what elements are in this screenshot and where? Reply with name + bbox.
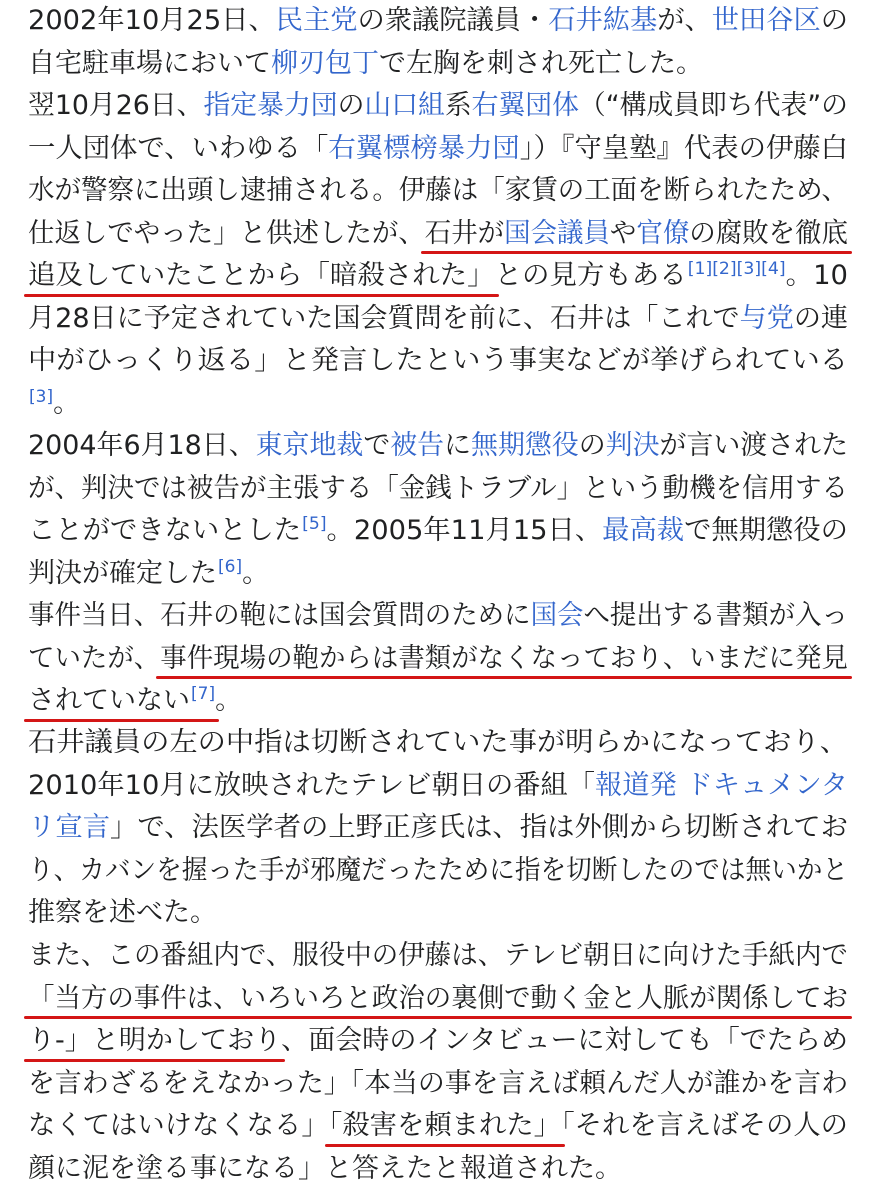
wiki-link[interactable]: 右翼団体 [471, 90, 579, 121]
text-line [28, 298, 848, 341]
text-line [28, 935, 848, 978]
body-text: の [578, 430, 606, 461]
body-text: 2010年10月に放映されたテレビ朝日の番組「 [28, 769, 596, 801]
body-text: 「殺害を頼まれた」 [328, 1110, 561, 1141]
red-underline-highlight [325, 1144, 565, 1147]
text-line [28, 0, 848, 43]
text-line [28, 425, 848, 468]
text-line [28, 383, 848, 426]
body-text: （“構成員即ち代表”の [578, 90, 848, 121]
line-content [28, 170, 848, 213]
body-text: 追及していたことから「暗殺された」 [28, 260, 495, 291]
line-content [28, 85, 848, 128]
paragraph [28, 722, 848, 935]
red-underline-highlight [24, 294, 499, 297]
line-content [28, 383, 80, 429]
line-content [28, 0, 848, 43]
body-text: を言わざるをえなかった」「本当の事を言えば頼んだ人が誰かを言わ [28, 1067, 848, 1099]
text-line [28, 1148, 848, 1191]
line-content [28, 298, 848, 341]
body-text: 「それを言えばその人の [561, 1110, 848, 1141]
line-content [28, 468, 848, 511]
red-underline-highlight [156, 676, 852, 679]
body-text: 。2005年11月15日、 [326, 515, 603, 546]
red-underline-highlight [24, 1016, 852, 1019]
citation-link[interactable]: [7] [191, 684, 216, 704]
body-text: 石井議員の左の中指は切断されていた事が明らかになっており、 [28, 727, 849, 758]
text-line [28, 638, 848, 681]
text-line [28, 1063, 848, 1106]
line-content [28, 892, 217, 935]
body-text: り、カバンを握った手が邪魔だったために指を切断したのでは無いかと [28, 854, 848, 886]
line-content [28, 43, 703, 86]
body-text: 。 [53, 387, 81, 419]
text-line [28, 340, 848, 383]
line-content [28, 213, 848, 256]
wiki-link[interactable]: 東京地裁 [255, 430, 364, 461]
line-content [28, 765, 848, 808]
paragraph [28, 425, 848, 595]
line-content [28, 425, 848, 468]
body-text: に [444, 430, 472, 461]
text-line [28, 892, 848, 935]
body-text: 。 [215, 685, 243, 716]
body-text: の [337, 90, 365, 121]
body-text: の連 [793, 302, 848, 334]
body-text: の衆議院議員・ [357, 5, 549, 36]
body-text: の腐敗を徹底 [689, 217, 848, 249]
citation-link[interactable]: [5] [302, 514, 327, 534]
wiki-link[interactable]: 国会 [530, 600, 584, 631]
body-text: されていない [28, 685, 190, 716]
paragraph [28, 935, 848, 1190]
body-text: の [820, 5, 849, 36]
wiki-link[interactable]: 官僚 [636, 217, 690, 249]
text-line [28, 468, 848, 511]
line-content [28, 1020, 848, 1063]
body-text: 自宅駐車場において [28, 47, 271, 79]
line-content [28, 850, 848, 893]
line-content [28, 1148, 622, 1191]
body-text: や [609, 217, 637, 249]
body-text: 中がひっくり返る」と発言したという事実などが挙げられている [28, 345, 849, 376]
red-underline-highlight [24, 1059, 285, 1062]
body-text: 。10 [785, 260, 848, 291]
body-text: 石井が [424, 217, 505, 249]
wiki-link[interactable]: 報道発 ドキュメンタ [595, 769, 848, 801]
wiki-link[interactable]: 山口組 [364, 90, 445, 121]
citation-link[interactable]: [6] [218, 556, 243, 577]
text-line [28, 850, 848, 893]
body-text: 、面会時のインタビューに対しても「でたらめ [281, 1025, 848, 1056]
paragraph [28, 0, 848, 85]
line-content [28, 722, 848, 765]
wiki-link[interactable]: 国会議員 [504, 217, 610, 249]
text-line [28, 170, 848, 213]
body-text: 水が警察に出頭し逮捕される。伊藤は「家賃の工面を断られたため、 [28, 175, 848, 206]
line-content [28, 340, 848, 383]
body-text: 仕返しでやった」と供述したが、 [28, 217, 425, 249]
wiki-link[interactable]: 無期懲役 [471, 430, 579, 461]
citation-link[interactable]: [3] [29, 386, 54, 407]
body-text: 2004年6月18日、 [28, 430, 256, 461]
body-text: 。 [242, 557, 270, 589]
line-content [28, 510, 848, 556]
line-content [28, 595, 848, 638]
body-text: 翌10月26日、 [28, 90, 204, 121]
wiki-link[interactable]: 右翼標榜暴力団 [328, 132, 520, 164]
wiki-link[interactable]: 民主党 [275, 5, 358, 36]
text-line [28, 680, 848, 723]
body-text: が、 [657, 5, 712, 36]
wiki-link[interactable]: 被告 [390, 430, 445, 461]
text-line [28, 255, 848, 298]
text-line [28, 595, 848, 638]
body-text: 系 [444, 90, 472, 121]
wiki-link[interactable]: 最高裁 [602, 515, 685, 546]
body-text: 」で、法医学者の上野正彦氏は、指は外側から切断されてお [110, 812, 848, 843]
line-content [28, 1105, 848, 1148]
wiki-link[interactable]: 石井紘基 [548, 5, 658, 36]
body-text: が、判決では被告が主張する「金銭トラブル」という動機を信用する [28, 472, 848, 504]
line-content [28, 128, 848, 171]
body-text: 顔に泥を塗る事になる」と答えたと報道された。 [28, 1152, 622, 1184]
text-line [28, 1105, 848, 1148]
text-line [28, 43, 848, 86]
body-text: 一人団体で、いわゆる「 [28, 132, 329, 164]
body-text: なくてはいけなくなる」 [28, 1110, 329, 1141]
text-line [28, 1020, 848, 1063]
body-text: との見方もある [494, 260, 687, 291]
paragraph [28, 595, 848, 723]
body-text: 」）『守皇塾』代表の伊藤白 [519, 132, 848, 164]
line-content [28, 978, 848, 1021]
line-content [28, 935, 848, 978]
body-text: 推察を述べた。 [28, 897, 217, 928]
body-text: ことができないとした [28, 515, 302, 546]
body-text: また、この番組内で、服役中の伊藤は、テレビ朝日に向けた手紙内で [28, 940, 848, 971]
red-underline-highlight [421, 251, 852, 254]
body-text: で [363, 430, 391, 461]
text-line [28, 213, 848, 256]
body-text: 判決が確定した [28, 557, 217, 589]
text-line [28, 722, 848, 765]
text-line [28, 553, 848, 596]
wiki-link[interactable]: 与党 [739, 302, 794, 334]
line-content [28, 807, 848, 850]
line-content [28, 553, 269, 599]
body-text: 事件当日、石井の鞄には国会質問のために [28, 600, 531, 631]
wiki-link[interactable]: リ宣言 [28, 812, 111, 843]
wiki-link[interactable]: 柳刃包丁 [271, 47, 379, 79]
body-text: が言い渡された [659, 430, 848, 461]
body-text: で左胸を刺され死亡した。 [379, 47, 703, 79]
line-content [28, 1063, 848, 1106]
body-text: り-」と明かしており [28, 1025, 282, 1056]
text-line [28, 85, 848, 128]
line-content [28, 638, 848, 681]
text-line [28, 807, 848, 850]
body-text: へ提出する書類が入っ [583, 600, 848, 631]
body-text: 月28日に予定されていた国会質問を前に、石井は「これで [28, 302, 740, 334]
citation-link[interactable]: [1][2][3][4] [687, 259, 786, 279]
body-text: 2002年10月25日、 [28, 5, 276, 36]
body-text: 「当方の事件は、いろいろと政治の裏側で動く金と人脈が関係してお [28, 982, 848, 1014]
text-line [28, 128, 848, 171]
body-text: で無期懲役の [684, 515, 848, 546]
body-text: 事件現場の鞄からは書類がなくなっており、いまだに発見 [160, 642, 848, 674]
text-line [28, 765, 848, 808]
paragraph [28, 85, 848, 425]
wiki-link[interactable]: 世田谷区 [711, 5, 821, 36]
text-line [28, 978, 848, 1021]
body-text: ていたが、 [28, 642, 161, 674]
text-line [28, 510, 848, 553]
wiki-link[interactable]: 指定暴力団 [203, 90, 338, 121]
wiki-link[interactable]: 判決 [605, 430, 660, 461]
